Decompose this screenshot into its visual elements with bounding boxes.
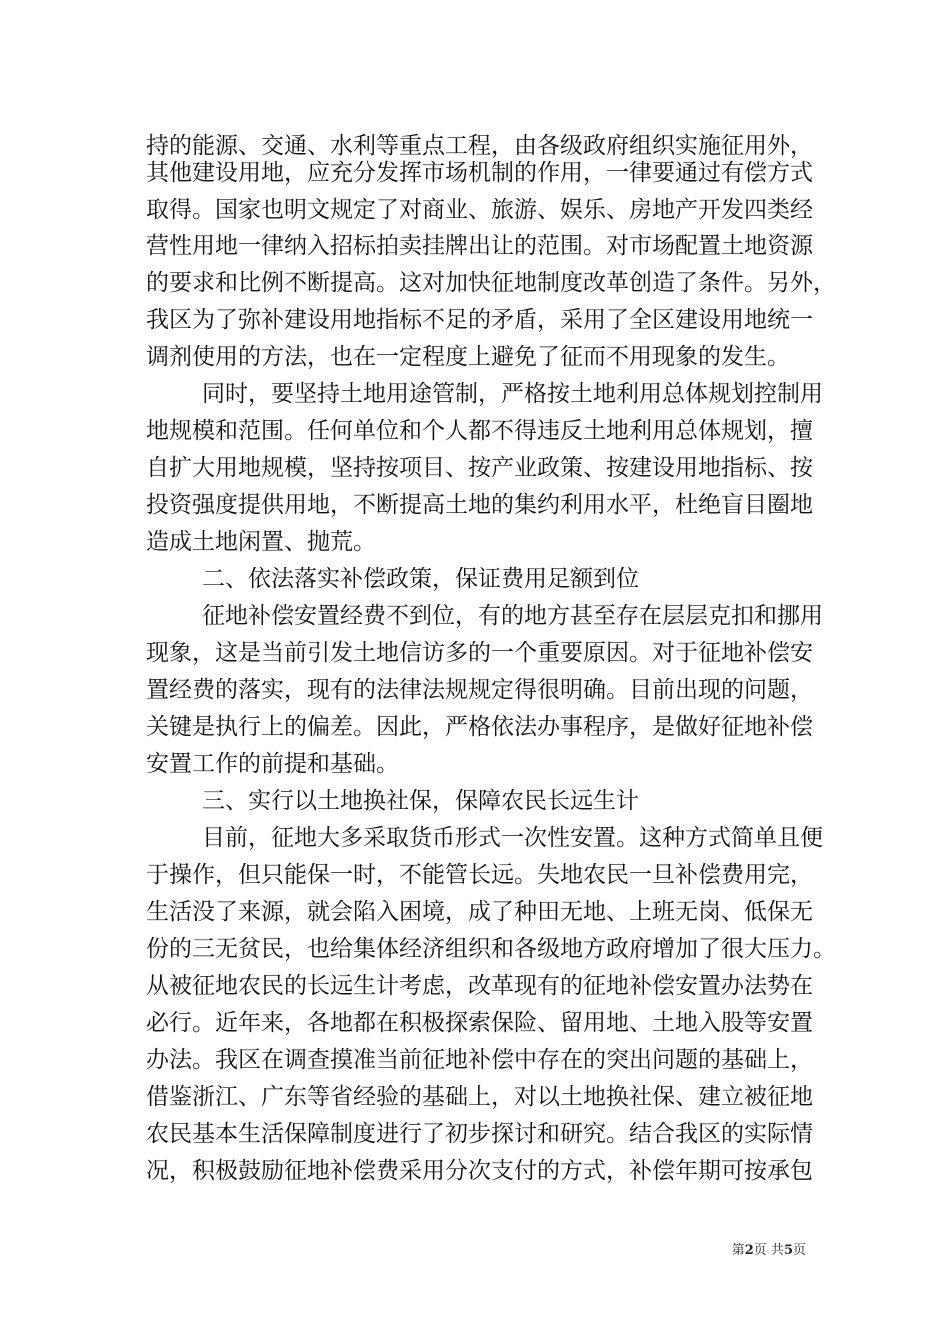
paragraph-first-line: 目前，征地大多采取货币形式一次性安置。这种方式简单且便 [202,825,823,851]
text-line: 我区为了弥补建设用地指标不足的矛盾，采用了全区建设用地统一 [146,307,813,333]
footer-suffix: 页 [792,1243,806,1258]
text-line: 取得。国家也明文规定了对商业、旅游、娱乐、房地产开发四类经 [146,197,813,223]
text-line: 持的能源、交通、水利等重点工程，由各级政府组织实施征用外， [146,133,813,159]
text-line: 其他建设用地，应充分发挥市场机制的作用，一律要通过有偿方式 [146,160,813,186]
section-heading: 三、实行以土地换社保，保障农民长远生计 [202,788,639,814]
text-line: 地规模和范围。任何单位和个人都不得违反土地利用总体规划，擅 [146,418,813,444]
text-line: 调剂使用的方法，也在一定程度上避免了征而不用现象的发生。 [146,344,790,370]
text-line: 必行。近年来，各地都在积极探索保险、留用地、土地入股等安置 [146,1010,813,1036]
section-heading: 二、依法落实补偿政策，保证费用足额到位 [202,566,639,592]
text-line: 造成土地闲置、抛荒。 [146,529,376,555]
text-line: 借鉴浙江、广东等省经验的基础上，对以土地换社保、建立被征地 [146,1084,813,1110]
text-line: 安置工作的前提和基础。 [146,751,399,777]
text-line: 生活没了来源，就会陷入困境，成了种田无地、上班无岗、低保无 [146,899,813,925]
total-pages-number: 5 [783,1243,793,1258]
text-line: 置经费的落实，现有的法律法规规定得很明确。目前出现的问题， [146,677,813,703]
paragraph-first-line: 同时，要坚持土地用途管制，严格按土地利用总体规划控制用 [202,381,823,407]
text-line: 现象，这是当前引发土地信访多的一个重要原因。对于征地补偿安 [146,640,813,666]
text-line: 关键是执行上的偏差。因此，严格依法办事程序，是做好征地补偿 [146,714,813,740]
text-line: 从被征地农民的长远生计考虑，改革现有的征地补偿安置办法势在 [146,973,813,999]
paragraph-first-line: 征地补偿安置经费不到位，有的地方甚至存在层层克扣和挪用 [202,603,823,629]
current-page-number: 2 [744,1243,754,1258]
text-line: 营性用地一律纳入招标拍卖挂牌出让的范围。对市场配置土地资源 [146,233,813,259]
text-line: 农民基本生活保障制度进行了初步探讨和研究。结合我区的实际情 [146,1121,813,1147]
page-footer [640,1242,806,1260]
text-line: 自扩大用地规模，坚持按项目、按产业政策、按建设用地指标、按 [146,455,813,481]
text-line: 况，积极鼓励征地补偿费采用分次支付的方式，补偿年期可按承包 [146,1158,813,1184]
text-line: 的要求和比例不断提高。这对加快征地制度改革创造了条件。另外， [146,270,836,296]
text-line: 份的三无贫民，也给集体经济组织和各级地方政府增加了很大压力。 [146,936,836,962]
footer-prefix: 第 [731,1243,745,1258]
text-line: 办法。我区在调查摸准当前征地补偿中存在的突出问题的基础上， [146,1047,813,1073]
text-line: 于操作，但只能保一时，不能管长远。失地农民一旦补偿费用完， [146,862,813,888]
text-line: 投资强度提供用地，不断提高土地的集约利用水平，杜绝盲目圈地 [146,492,813,518]
footer-middle: 页 共 [753,1243,784,1258]
